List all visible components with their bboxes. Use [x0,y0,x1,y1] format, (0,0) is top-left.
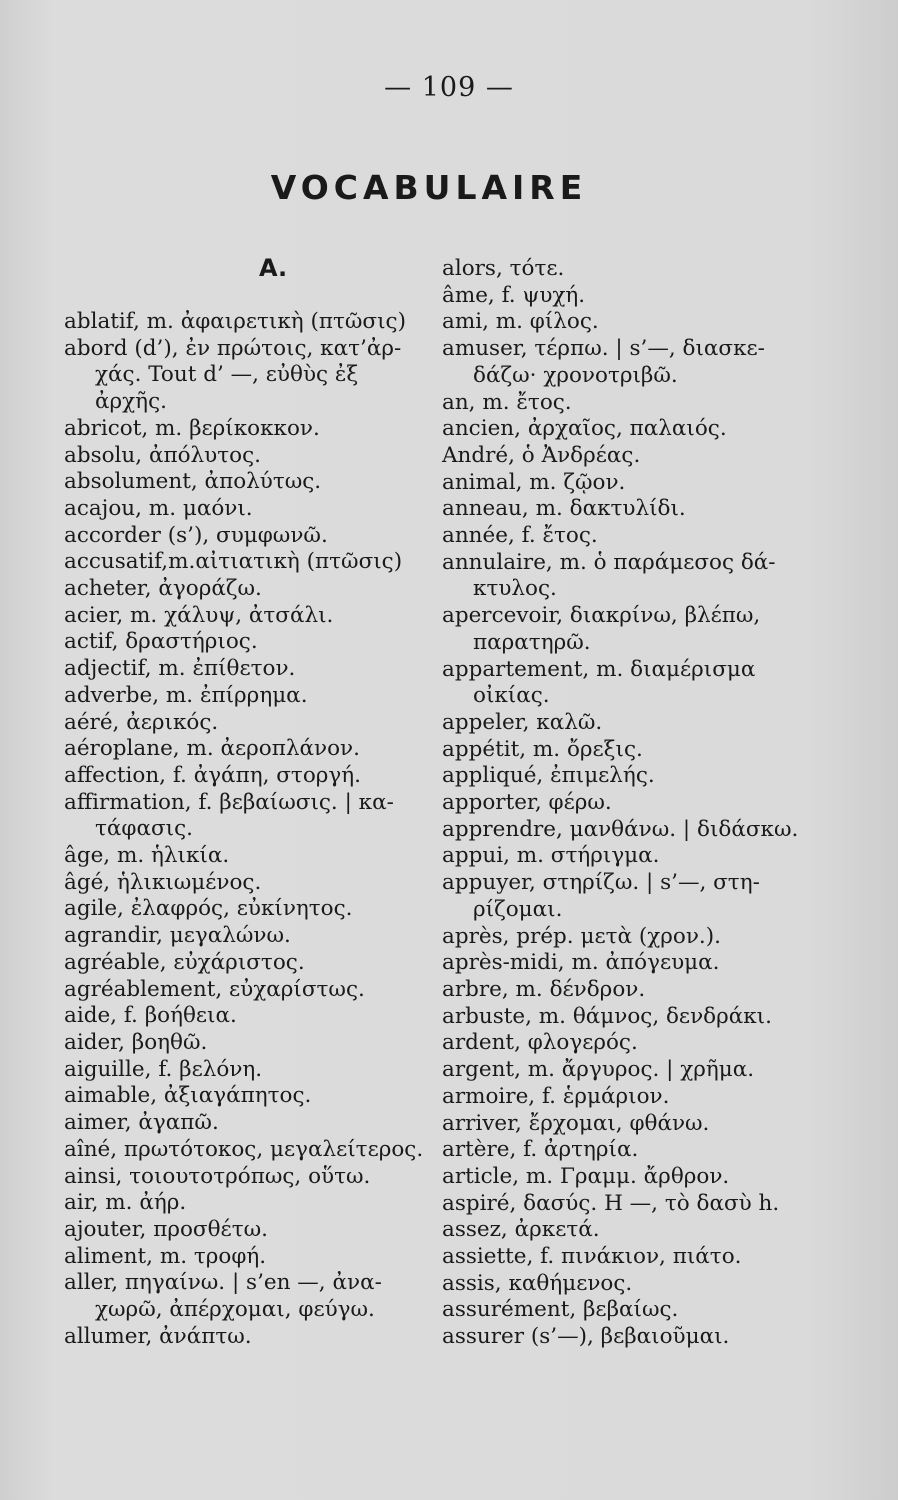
vocabulary-entry-line: après, prép. μετὰ (χρον.). [442,923,721,949]
vocabulary-entry-line: aliment, m. τροφή. [64,1243,267,1269]
vocabulary-entry-line: armoire, f. ἑρμάριον. [442,1083,670,1109]
vocabulary-entry-line: actif, δραστήριος. [64,629,258,655]
left-column [64,309,432,1350]
vocabulary-entry-line: adverbe, m. ἐπίρρημα. [64,682,308,708]
vocabulary-entry-line: année, f. ἔτος. [442,523,598,549]
vocabulary-entry-line: κτυλος. [473,576,557,602]
vocabulary-entry-line: apprendre, μανθάνω. | διδάσκω. [442,816,799,842]
vocabulary-entry-line: appui, m. στήριγμα. [442,843,660,869]
vocabulary-entry-line: affection, f. ἀγάπη, στοργή. [64,762,361,788]
vocabulary-entry-line: an, m. ἔτος. [442,389,572,415]
vocabulary-entry-line: air, m. ἀήρ. [64,1190,187,1216]
vocabulary-entry-line: aîné, πρωτότοκος, μεγαλείτερος. [64,1136,424,1162]
section-letter: A. [259,254,288,282]
vocabulary-entry-line: âge, m. ἡλικία. [64,843,230,869]
vocabulary-entry-line: âme, f. ψυχή. [442,282,586,308]
vocabulary-entry-line: âgé, ἡλικιωμένος. [64,869,262,895]
vocabulary-entry-line: ancien, ἀρχαῖος, παλαιός. [442,416,727,442]
vocabulary-entry-line: ρίζομαι. [473,896,563,922]
vocabulary-entry-line: ablatif, m. ἀφαιρετικὴ (πτῶσις) [64,309,406,334]
vocabulary-entry-line: accusatif,m.αἰτιατικὴ (πτῶσις) [64,549,403,575]
vocabulary-entry-line: χάς. Tout d’ —, εὐθὺς ἐξ [95,362,359,388]
vocabulary-entry-line: assez, ἀρκετά. [442,1217,600,1243]
vocabulary-entry-line: amuser, τέρπω. | s’—, διασκε- [442,336,765,362]
vocabulary-entry-line: acheter, ἀγοράζω. [64,576,262,602]
vocabulary-entry-line: acajou, m. μαόνι. [64,495,253,521]
vocabulary-entry-line: appétit, m. ὄρεξις. [442,736,643,762]
vocabulary-entry-line: aller, πηγαίνω. | s’en —, ἀνα- [64,1270,382,1296]
vocabulary-entry-line: absolument, ἀπολύτως. [64,469,322,495]
vocabulary-entry-line: allumer, ἀνάπτω. [64,1323,252,1349]
vocabulary-entry-line: agréablement, εὐχαρίστως. [64,976,365,1002]
vocabulary-entry-line: χωρῶ, ἀπέρχομαι, φεύγω. [95,1297,375,1323]
vocabulary-entry-line: arriver, ἔρχομαι, φθάνω. [442,1110,710,1136]
vocabulary-entry-line: aimer, ἀγαπῶ. [64,1110,219,1136]
vocabulary-entry-line: article, m. Γραμμ. ἄρθρον. [442,1163,730,1189]
vocabulary-entry-line: après-midi, m. ἀπόγευμα. [442,950,720,976]
vocabulary-entry-line: André, ὁ Ἀνδρέας. [442,442,641,468]
vocabulary-entry-line: aéré, ἀερικός. [64,709,219,735]
vocabulary-entry-line: appliqué, ἐπιμελής. [442,763,655,789]
vocabulary-entry-line: anneau, m. δακτυλίδι. [442,496,686,522]
vocabulary-entry-line: adjectif, m. ἐπίθετον. [64,656,296,682]
right-column [442,256,822,1351]
vocabulary-entry-line: acier, m. χάλυψ, ἀτσάλι. [64,602,334,628]
vocabulary-entry-line: accorder (s’), συμφωνῶ. [64,522,328,548]
vocabulary-entry-line: abricot, m. βερίκοκκον. [64,415,320,441]
page-title: VOCABULAIRE [270,168,588,207]
page-number: — 109 — [384,72,514,103]
vocabulary-entry-line: argent, m. ἄργυρος. | χρῆμα. [442,1057,755,1083]
vocabulary-entry-line: παρατηρῶ. [473,629,591,655]
vocabulary-entry-line: apporter, φέρω. [442,790,612,816]
vocabulary-entry-line: apercevoir, διακρίνω, βλέπω, [442,603,761,629]
vocabulary-entry-line: alors, τότε. [442,256,565,281]
vocabulary-entry-line: ἀρχῆς. [95,389,167,415]
vocabulary-entry-line: aiguille, f. βελόνη. [64,1056,263,1082]
vocabulary-entry-line: οἰκίας. [473,683,550,709]
vocabulary-entry-line: assurément, βεβαίως. [442,1297,679,1323]
vocabulary-entry-line: agréable, εὐχάριστος. [64,949,305,975]
vocabulary-entry-line: affirmation, f. βεβαίωσις. | κα- [64,789,394,815]
vocabulary-entry-line: aimable, ἀξιαγάπητος. [64,1083,312,1109]
vocabulary-entry-line: aspiré, δασύς. H —, τὸ δασὺ h. [442,1190,780,1216]
vocabulary-entry-line: agile, ἐλαφρός, εὐκίνητος. [64,896,353,922]
vocabulary-entry-line: absolu, ἀπόλυτος. [64,442,261,468]
vocabulary-entry-line: appeler, καλῶ. [442,709,603,735]
vocabulary-entry-line: assurer (s’—), βεβαιοῦμαι. [442,1324,730,1350]
vocabulary-entry-line: animal, m. ζῷον. [442,469,626,495]
vocabulary-entry-line: annulaire, m. ὁ παράμεσος δά- [442,549,776,575]
vocabulary-entry-line: aider, βοηθῶ. [64,1029,208,1055]
vocabulary-entry-line: aide, f. βοήθεια. [64,1003,237,1029]
vocabulary-entry-line: artère, f. ἀρτηρία. [442,1137,639,1163]
vocabulary-entry-line: assis, καθήμενος. [442,1270,633,1296]
vocabulary-entry-line: ajouter, προσθέτω. [64,1216,268,1242]
vocabulary-entry-line: appuyer, στηρίζω. | s’—, στη- [442,870,760,896]
vocabulary-entry-line: ainsi, τοιουτοτρόπως, οὕτω. [64,1163,371,1189]
vocabulary-entry-line: abord (d’), ἐν πρώτοις, κατ’ἀρ- [64,335,402,361]
vocabulary-entry-line: δάζω· χρονοτριβῶ. [473,362,678,388]
vocabulary-entry-line: aéroplane, m. ἀεροπλάνον. [64,736,360,762]
vocabulary-entry-line: assiette, f. πινάκιον, πιάτο. [442,1244,742,1270]
vocabulary-entry-line: ardent, φλογερός. [442,1030,638,1056]
vocabulary-entry-line: ami, m. φίλος. [442,309,599,335]
vocabulary-entry-line: agrandir, μεγαλώνω. [64,923,291,949]
vocabulary-entry-line: arbre, m. δένδρον. [442,976,646,1002]
vocabulary-entry-line: τάφασις. [95,816,193,842]
vocabulary-entry-line: appartement, m. διαμέρισμα [442,656,756,682]
vocabulary-entry-line: arbuste, m. θάμνος, δενδράκι. [442,1003,772,1029]
